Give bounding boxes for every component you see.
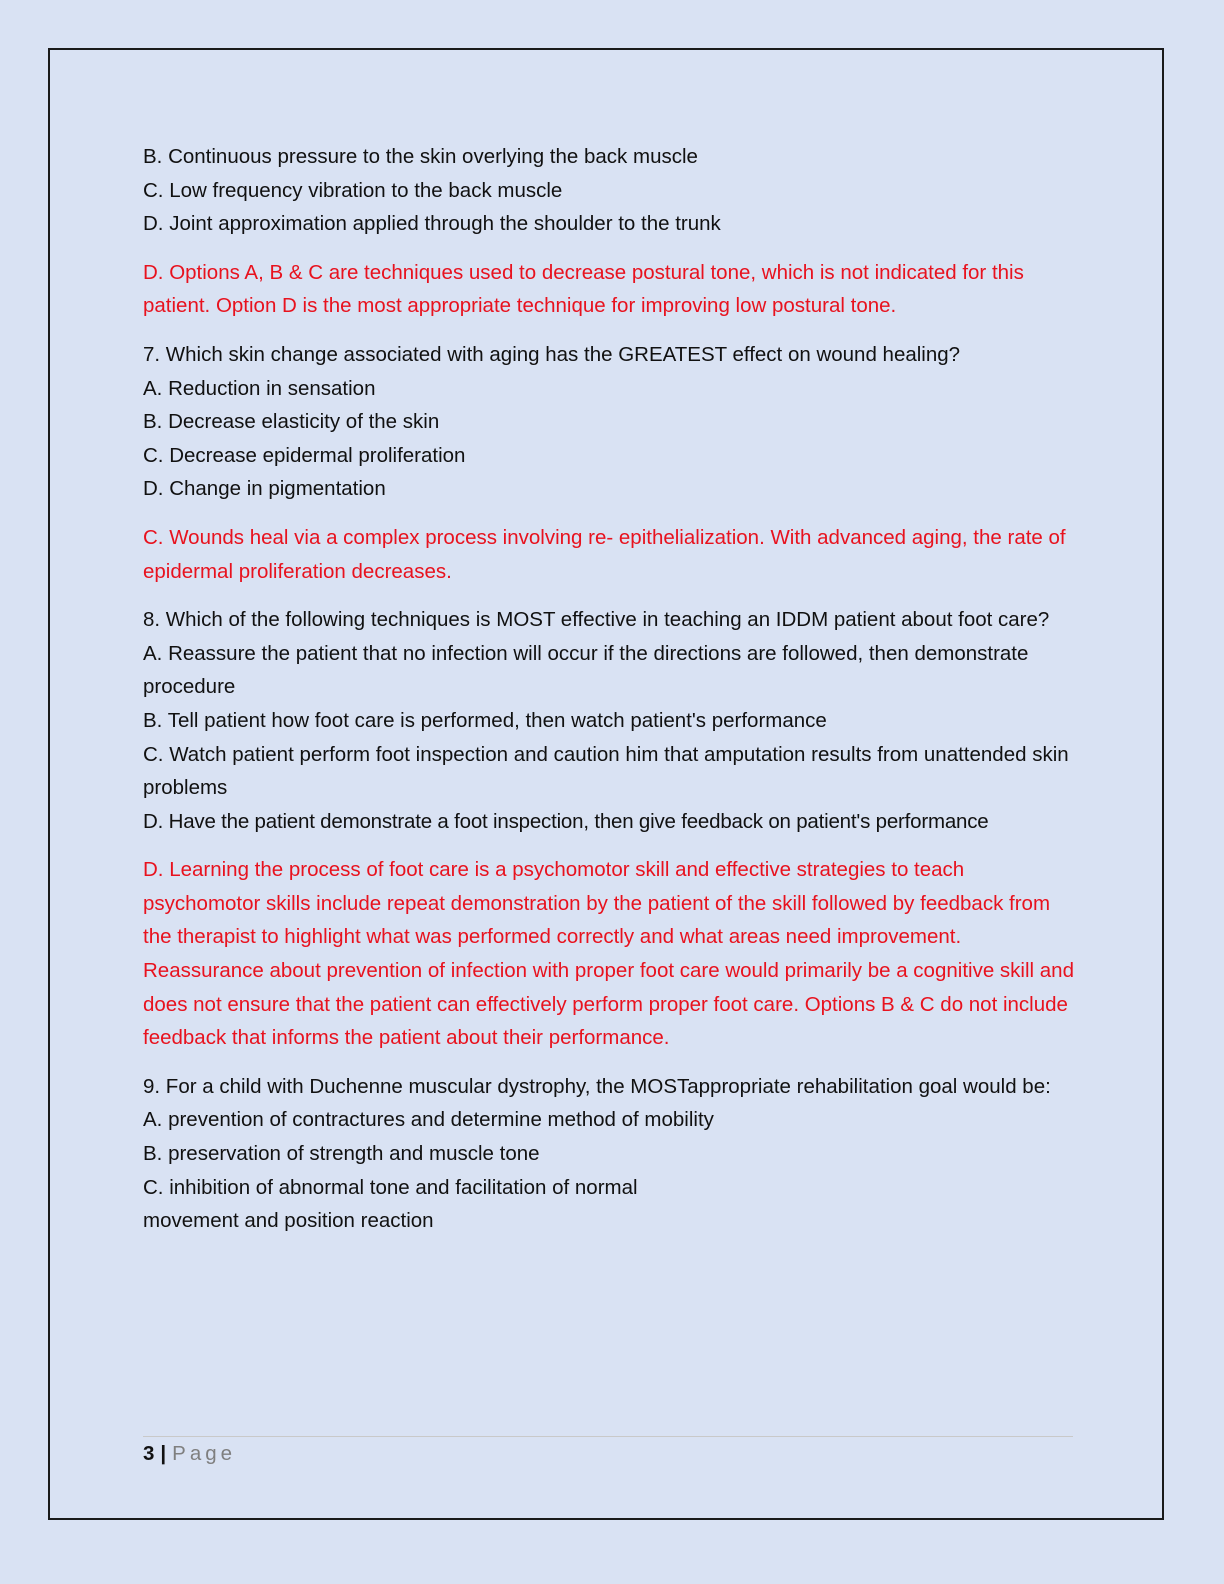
question-6-tail bbox=[143, 140, 1078, 241]
answer-7-text: C. Wounds heal via a complex process involving re- epithelialization. With advanced aging, the rate of epidermal proliferation decreases. bbox=[143, 525, 1066, 583]
option-d: D. Joint approximation applied through the shoulder to the trunk bbox=[143, 212, 721, 236]
option-a: A. Reduction in sensation bbox=[143, 376, 376, 400]
page-number: 3 bbox=[143, 1442, 155, 1465]
option-c: C. Decrease epidermal proliferation bbox=[143, 443, 466, 467]
footer-separator: | bbox=[160, 1442, 167, 1465]
question-8 bbox=[143, 603, 1078, 838]
answer-7 bbox=[143, 521, 1078, 588]
page-label: Page bbox=[172, 1442, 237, 1465]
question-8-text: 8. Which of the following techniques is MOST effective in teaching an IDDM patient about foot care? bbox=[143, 608, 1050, 632]
option-a: A. prevention of contractures and determine method of mobility bbox=[143, 1108, 714, 1132]
answer-8-text: D. Learning the process of foot care is a psychomotor skill and effective strategies to teach psychomotor skills include repeat demonstration by the patient of the skill followed by feedback from the therapist to highlight what was performed correctly and what areas need improvement. Reassurance about prevention of infection with proper foot care would primarily be a cognitive skill and does not ensure that the patient can effectively perform proper foot care. Options B & C do not include feedback that informs the patient about their performance. bbox=[143, 858, 1074, 1050]
document-body bbox=[143, 140, 1078, 1253]
question-9 bbox=[143, 1070, 1078, 1238]
option-b: B. preservation of strength and muscle tone bbox=[143, 1142, 540, 1166]
option-a: A. Reassure the patient that no infection will occur if the directions are followed, then demonstrate procedure bbox=[143, 641, 1029, 699]
question-9-text: 9. For a child with Duchenne muscular dystrophy, the MOSTappropriate rehabilitation goal would be: bbox=[143, 1074, 1051, 1098]
option-d: D. Have the patient demonstrate a foot inspection, then give feedback on patient's performance bbox=[143, 809, 989, 833]
option-c: C. inhibition of abnormal tone and facilitation of normal movement and position reaction bbox=[143, 1175, 638, 1233]
footer-divider bbox=[143, 1436, 1073, 1437]
question-7 bbox=[143, 338, 1078, 506]
page-footer bbox=[143, 1440, 236, 1468]
option-b: B. Decrease elasticity of the skin bbox=[143, 410, 440, 434]
question-7-text: 7. Which skin change associated with aging has the GREATEST effect on wound healing? bbox=[143, 342, 961, 366]
answer-6 bbox=[143, 256, 1078, 323]
answer-8 bbox=[143, 853, 1078, 1055]
option-c: C. Watch patient perform foot inspection and caution him that amputation results from unattended skin problems bbox=[143, 742, 1069, 800]
option-b: B. Continuous pressure to the skin overlying the back muscle bbox=[143, 145, 698, 168]
answer-6-text: D. Options A, B & C are techniques used to decrease postural tone, which is not indicated for this patient. Option D is the most appropriate technique for improving low postural tone. bbox=[143, 260, 1024, 318]
option-d: D. Change in pigmentation bbox=[143, 477, 386, 501]
option-b: B. Tell patient how foot care is performed, then watch patient's performance bbox=[143, 708, 827, 732]
option-c: C. Low frequency vibration to the back muscle bbox=[143, 178, 563, 202]
